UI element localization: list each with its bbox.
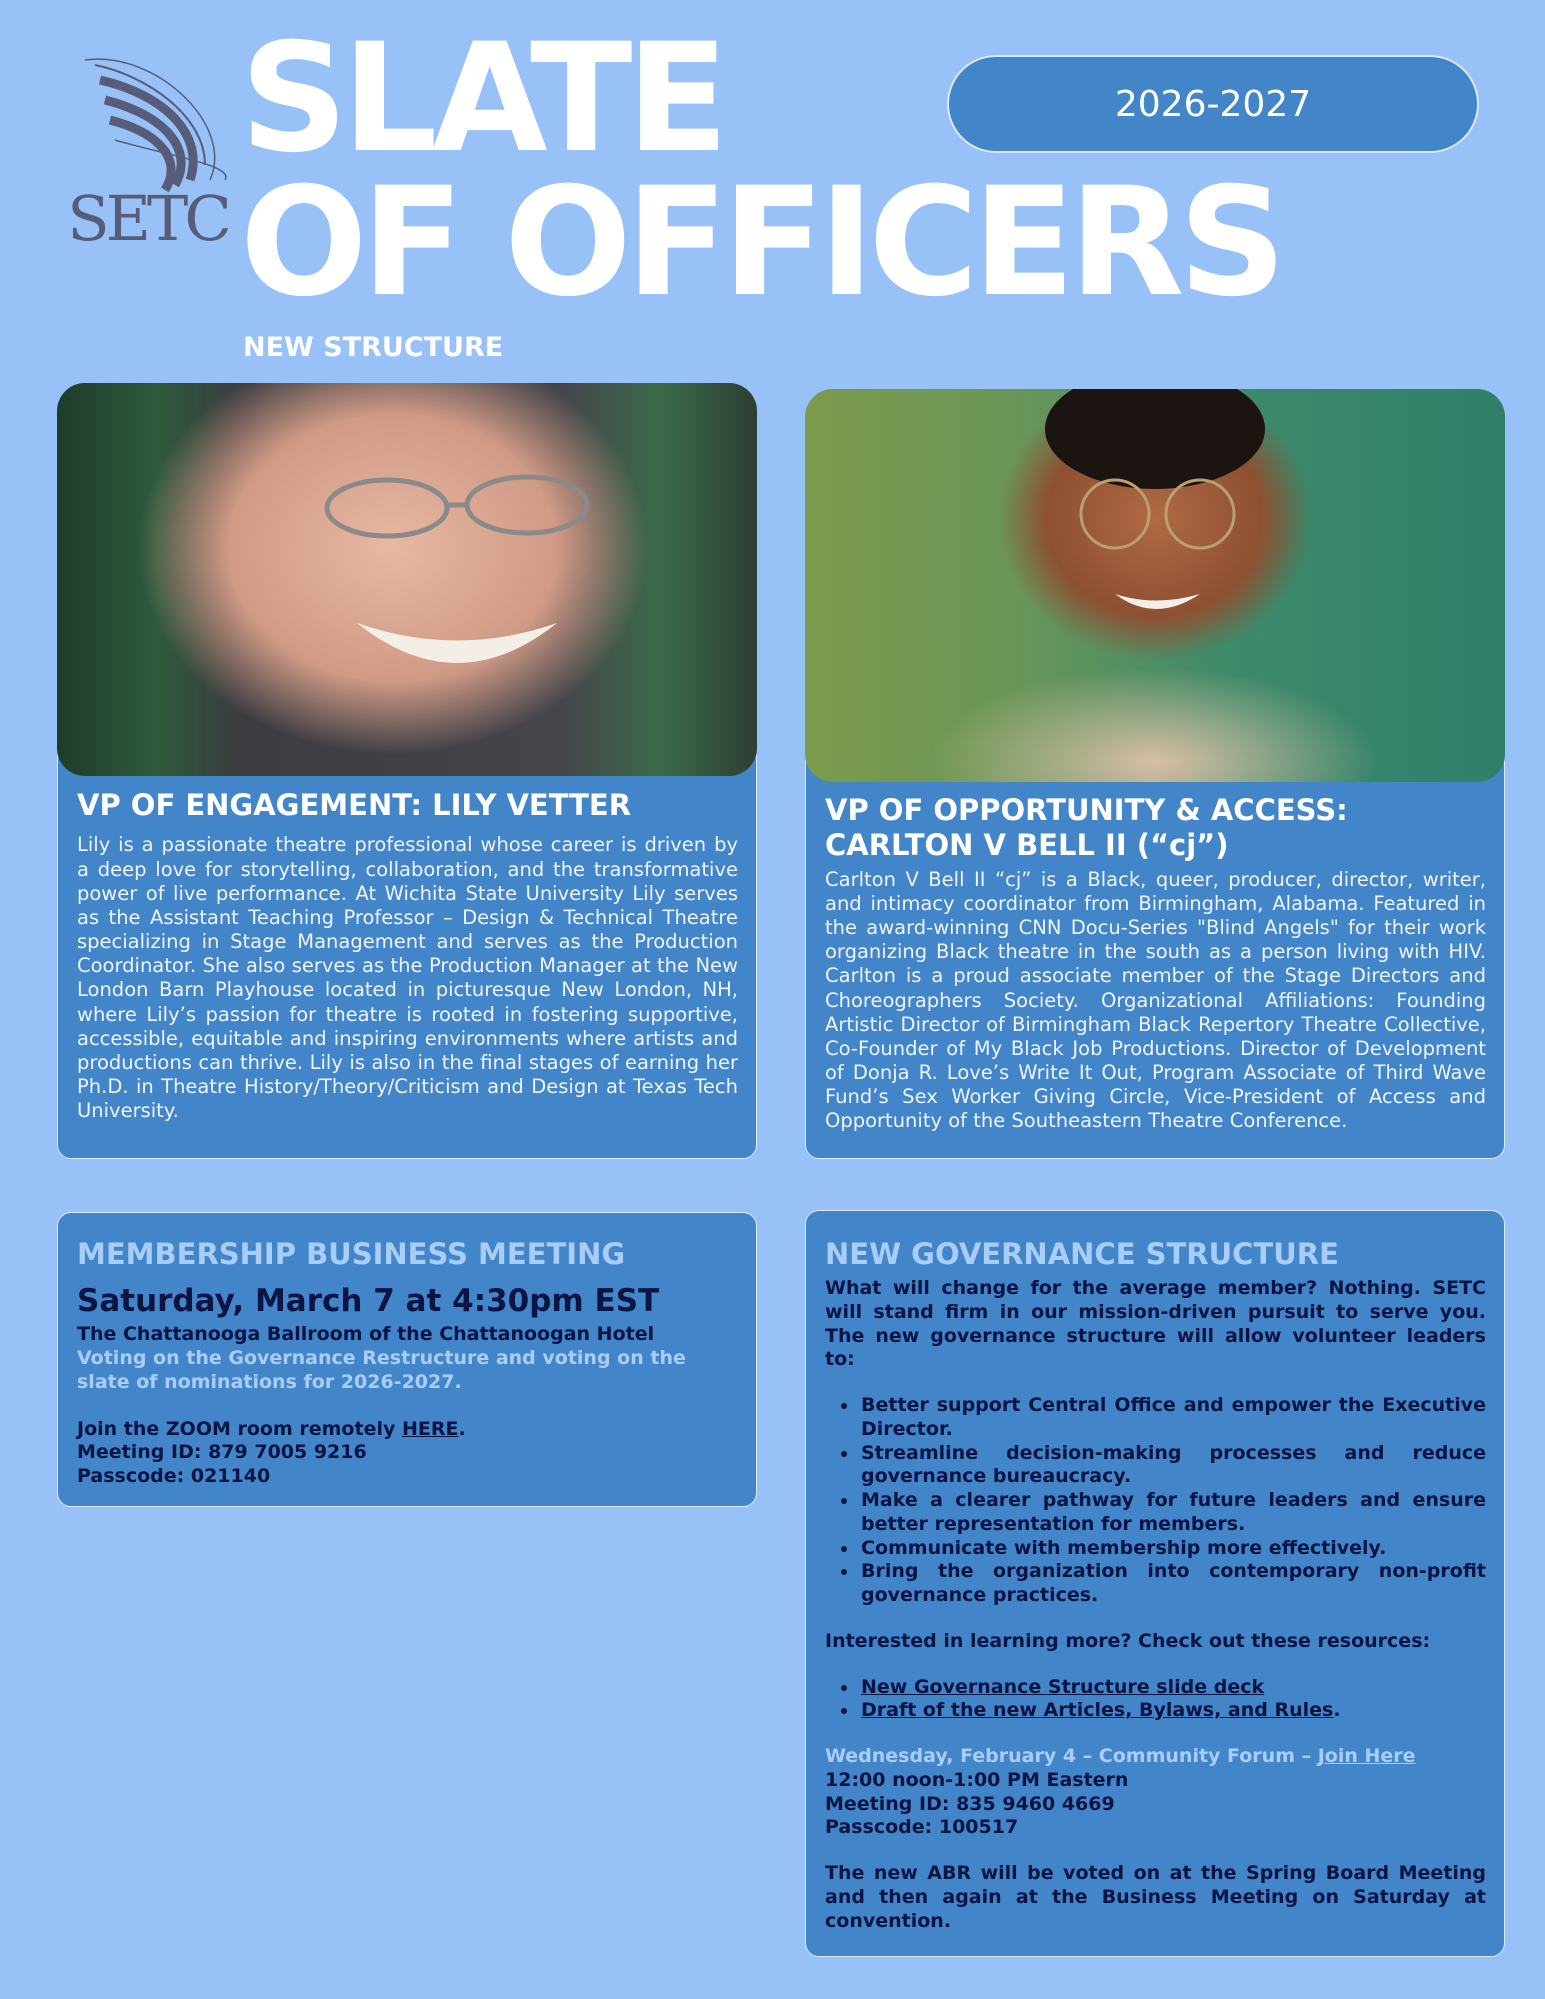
setc-logo bbox=[55, 55, 240, 255]
forum-prefix: Wednesday, February 4 – Community Forum – bbox=[825, 1745, 1318, 1767]
resource-suffix: . bbox=[1333, 1699, 1341, 1722]
list-item bbox=[859, 1676, 1486, 1700]
resources-intro: Interested in learning more? Check out these resources: bbox=[825, 1629, 1431, 1652]
portrait-icon bbox=[57, 383, 757, 776]
meeting-voting: Voting on the Governance Restructure and voting on the slate of nominations for 2026-2027. bbox=[77, 1347, 686, 1393]
list-item: • Streamline decision-making processes and reduce governance bureaucracy. bbox=[859, 1442, 1486, 1490]
officer-photo-lily bbox=[57, 383, 757, 776]
officer-bio: Carlton V Bell II “cj” is a Black, queer, producer, director, writer, and intimacy coordinator from Birmingham, Alabama. Featured in the award-winning CNN Docu-Series "Blind Angels" for their work organizing Black theatre in the south as a person living with HIV. Carlton is a proud associate member of the Stage Directors and Choreographers Society. Organizational Affiliations: Founding Artistic Director of Birmingham Black Repertory Theatre Collective, Co-Founder of My Black Job Productions. Director of Development of Donja R. Love’s Write It Out, Program Associate of Third Wave Fund’s Sex Worker Giving Circle, Vice-President of Access and Opportunity of the Southeastern Theatre Conference. bbox=[825, 867, 1486, 1133]
officer-photo-carlton bbox=[805, 389, 1505, 782]
resource-link-bylaws[interactable]: Draft of the new Articles, Bylaws, and Rules bbox=[861, 1699, 1334, 1722]
officer-title-line-2: CARLTON V BELL II (“cj”) bbox=[825, 828, 1229, 863]
zoom-suffix: . bbox=[458, 1417, 466, 1440]
meeting-date: Saturday, March 7 at 4:30pm EST bbox=[77, 1283, 660, 1319]
governance-intro: What will change for the average member? Nothing. SETC will stand firm in our mission-driven pursuit to serve you. The new governance structure will allow volunteer leaders to: bbox=[825, 1277, 1486, 1371]
meeting-card bbox=[57, 1212, 757, 1507]
list-item: • Bring the organization into contemporary non-profit governance practices. bbox=[859, 1560, 1486, 1608]
forum-link[interactable]: Join Here bbox=[1317, 1745, 1416, 1767]
meeting-id: Meeting ID: 879 7005 9216 bbox=[77, 1441, 367, 1464]
zoom-link[interactable]: HERE bbox=[401, 1417, 459, 1440]
zoom-line bbox=[77, 1418, 738, 1442]
officer-card-lily bbox=[57, 745, 757, 1159]
resource-link-slide-deck[interactable]: New Governance Structure slide deck bbox=[861, 1675, 1265, 1698]
list-item bbox=[859, 1699, 1486, 1723]
title-line-2: OF OFFICERS bbox=[240, 156, 1281, 330]
list-item: • Communicate with membership more effectively. bbox=[859, 1537, 1486, 1561]
governance-card bbox=[805, 1210, 1505, 1957]
officer-card-carlton bbox=[805, 750, 1505, 1159]
forum-passcode: Passcode: 100517 bbox=[825, 1816, 1019, 1839]
title-line-1: SLATE bbox=[240, 12, 723, 186]
swoosh-icon bbox=[55, 55, 240, 195]
forum-time: 12:00 noon-1:00 PM Eastern bbox=[825, 1768, 1129, 1791]
resources-list bbox=[859, 1676, 1486, 1724]
officer-bio: Lily is a passionate theatre professional whose career is driven by a deep love for storytelling, collaboration, and the transformative power of live performance. At Wichita State University Lily serves as the Assistant Teaching Professor – Design & Technical Theatre specializing in Stage Management and serves as the Production Coordinator. She also serves as the Production Manager at the New London Barn Playhouse located in picturesque New London, NH, where Lily’s passion for theatre is rooted in fostering supportive, accessible, equitable and inspiring environments where artists and productions can thrive. Lily is also in the final stages of earning her Ph.D. in Theatre History/Theory/Criticism and Design at Texas Tech University. bbox=[77, 833, 738, 1123]
forum-meeting-id: Meeting ID: 835 9460 4669 bbox=[825, 1792, 1115, 1815]
officer-title: VP OF ENGAGEMENT: LILY VETTER bbox=[77, 788, 632, 822]
logo-text: SETC bbox=[67, 182, 228, 255]
list-item: • Make a clearer pathway for future leaders and ensure better representation for members. bbox=[859, 1489, 1486, 1537]
governance-closing: The new ABR will be voted on at the Spring Board Meeting and then again at the Business Meeting on Saturday at convention. bbox=[825, 1862, 1486, 1932]
meeting-passcode: Passcode: 021140 bbox=[77, 1465, 271, 1487]
year-badge: 2026-2027 bbox=[947, 55, 1479, 153]
portrait-icon bbox=[805, 389, 1505, 782]
meeting-title: MEMBERSHIP BUSINESS MEETING bbox=[77, 1237, 626, 1271]
meeting-location: The Chattanooga Ballroom of the Chattanoogan Hotel bbox=[77, 1323, 655, 1345]
page-subtitle: NEW STRUCTURE bbox=[243, 332, 504, 363]
officer-title-line-1: VP OF OPPORTUNITY & ACCESS: bbox=[825, 793, 1348, 827]
governance-title: NEW GOVERNANCE STRUCTURE bbox=[825, 1237, 1339, 1271]
zoom-prefix: Join the ZOOM room remotely bbox=[77, 1417, 402, 1440]
forum-line bbox=[825, 1745, 1486, 1769]
list-item: • Better support Central Office and empower the Executive Director. bbox=[859, 1394, 1486, 1442]
governance-bullets bbox=[859, 1394, 1486, 1608]
